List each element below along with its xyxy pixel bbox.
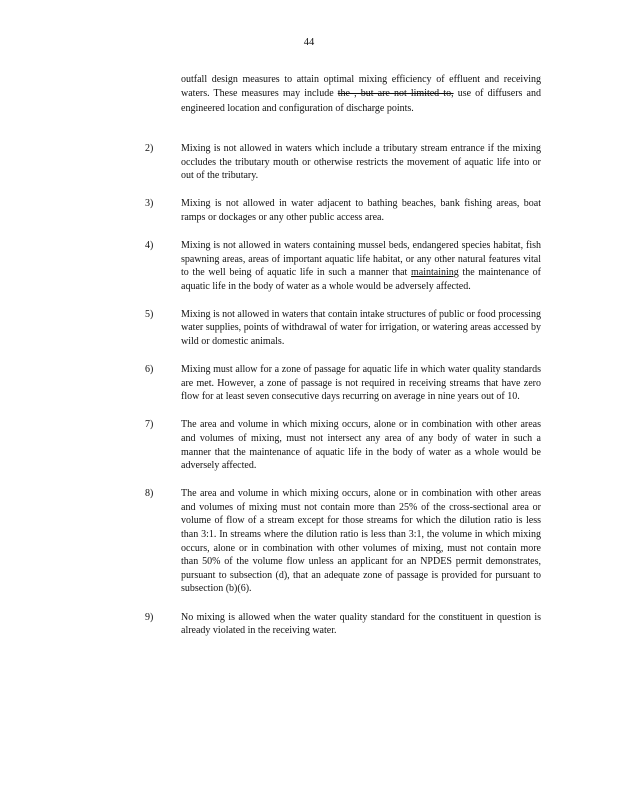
list-item <box>145 487 541 596</box>
list-item <box>145 142 541 183</box>
list-item <box>145 308 541 349</box>
item-text: Mixing is not allowed in waters that contain intake structures of public or food processing water supplies, points of withdrawal of water for irrigation, or watering areas accessed by wild or domestic animals. <box>181 308 541 348</box>
item-number: 9) <box>145 611 154 623</box>
list-item <box>145 363 541 404</box>
list-item <box>145 611 541 638</box>
item-text <box>181 240 541 292</box>
item-text: Mixing is not allowed in waters which include a tributary stream entrance if the mixing occludes the tributary mouth or otherwise restricts the movement of aquatic life into or out of the tributary. <box>181 143 541 182</box>
intro-text-after: use of diffusers and engineered location and configuration of discharge points. <box>181 88 541 114</box>
item-number: 8) <box>145 488 154 500</box>
item-text: The area and volume in which mixing occurs, alone or in combination with other areas and volumes of mixing, must not intersect any area of any body of water in such a manner that the maintenance of aquatic life in the body of water as a whole would be adversely affected. <box>181 419 541 472</box>
item-number: 7) <box>145 419 154 431</box>
page-number: 44 <box>303 37 315 48</box>
item-text: The area and volume in which mixing occurs, alone or in combination with other areas and volumes of mixing must not contain more than 25% of the cross-sectional area or volume of flow of a stream except for those streams for which the dilution ratio is less than 3:1. In streams where the dilution ratio is less than 3:1, the volume in which mixing occurs, alone or in combination with other volumes of mixing, must not contain more than 50% of the volume flow unless an applicant for an NPDES permit demonstrates, pursuant to subsection (d), that an adequate zone of passage is provided for pursuant to subsection (b)(6). <box>181 488 541 595</box>
item-text: Mixing must allow for a zone of passage for aquatic life in which water quality standards are met. However, a zone of passage is not required in receiving streams that have zero flow for at least seven consecutive days recurring on average in nine years out of 10. <box>181 364 541 403</box>
item-number: 4) <box>145 239 154 251</box>
item-number: 5) <box>145 308 154 320</box>
item-number: 2) <box>145 143 154 154</box>
intro-struck-text: the , but are not limited to, <box>337 88 454 100</box>
provisions-list <box>145 142 541 652</box>
item-number: 6) <box>145 364 154 376</box>
item-text-before: Mixing is not allowed in waters containing mussel beds, endangered species habitat, fish spawning areas, areas of important aquatic life habitat, or any other natural features vital to the well being of aquatic life in such a manner that <box>181 239 541 279</box>
item-text: No mixing is allowed when the water quality standard for the constituent in question is already violated in the receiving water. <box>181 611 541 637</box>
item-text: Mixing is not allowed in water adjacent to bathing beaches, bank fishing areas, boat ramps or dockages or any other public access area. <box>181 198 541 223</box>
list-item <box>145 239 541 293</box>
intro-paragraph <box>181 73 541 116</box>
intro-text: outfall design measures to attain optimal mixing efficiency of effluent and receiving waters. These measures may include <box>181 74 541 100</box>
list-item <box>145 197 541 224</box>
item-text-after: the maintenance of aquatic life in the body of water as a whole would be adversely affected. <box>181 267 542 292</box>
list-item <box>145 418 541 472</box>
item-number: 3) <box>145 198 154 210</box>
item-underlined-text: maintaining <box>411 267 459 279</box>
